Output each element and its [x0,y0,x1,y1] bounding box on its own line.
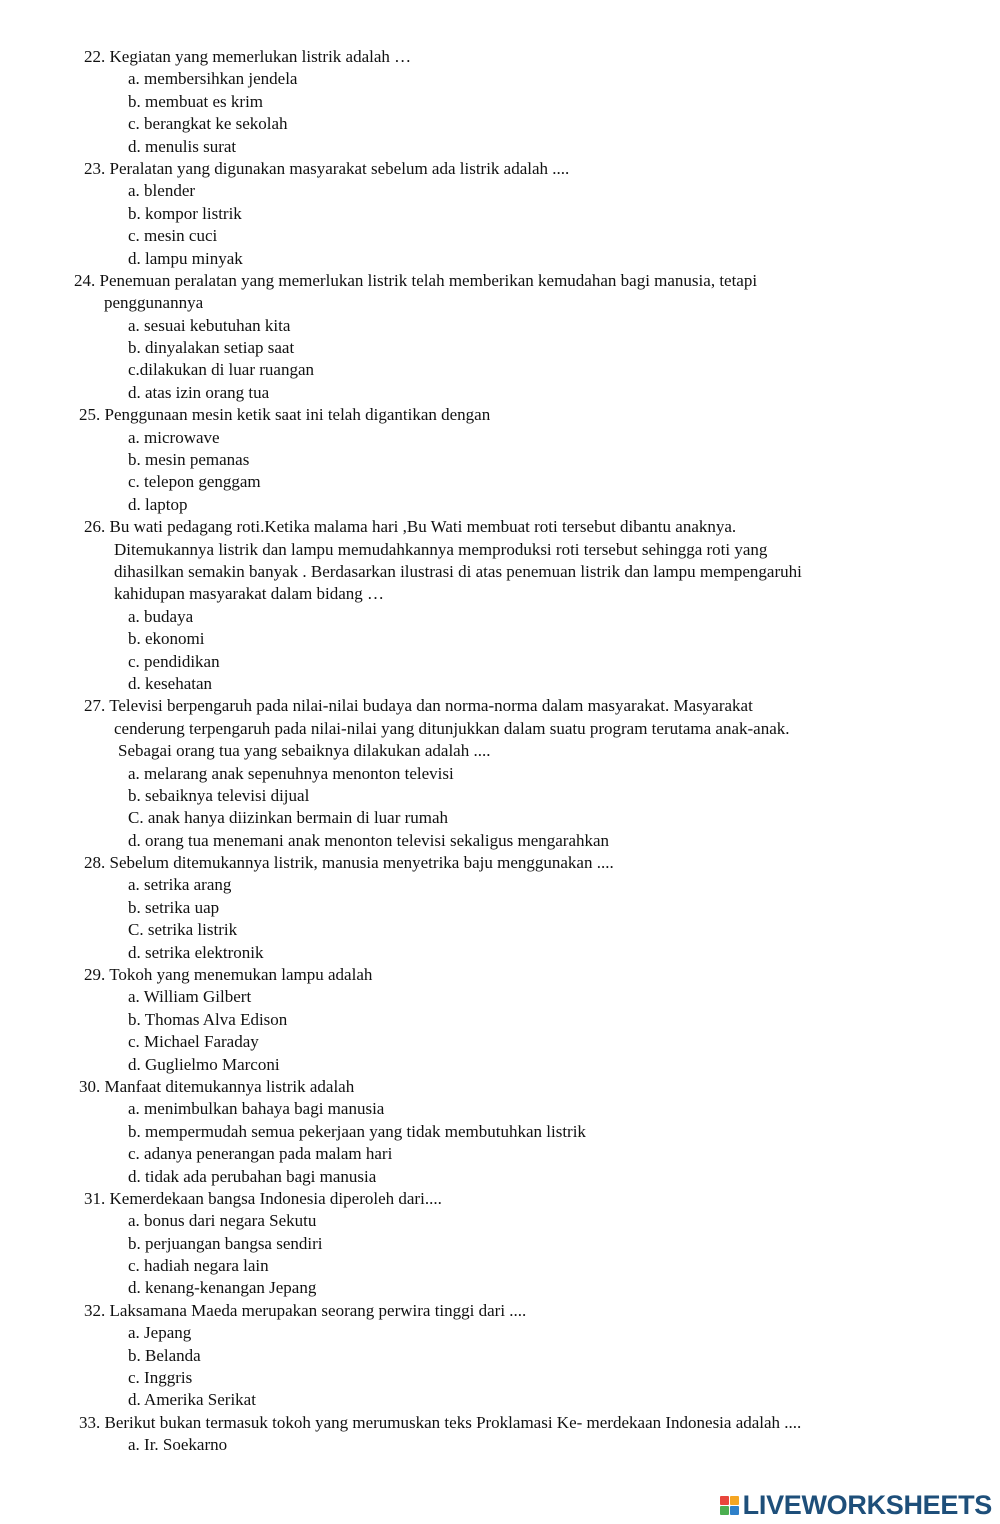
logo-square-3 [720,1506,729,1515]
answer-option: b. setrika uap [128,897,220,917]
logo-square-4 [730,1506,739,1515]
answer-option: C. anak hanya diizinkan bermain di luar rumah [128,808,449,828]
question-text: 30. Manfaat ditemukannya listrik adalah [79,1076,355,1096]
question-text-continued: Ditemukannya listrik dan lampu memudahkannya memproduksi roti tersebut sehingga roti yang [114,539,768,559]
answer-option: d. orang tua menemani anak menonton televisi sekaligus mengarahkan [128,830,610,850]
question-text: 33. Berikut bukan termasuk tokoh yang merumuskan teks Proklamasi Ke- merdekaan Indonesia adalah .... [79,1412,802,1432]
answer-option: c. Michael Faraday [128,1032,259,1052]
answer-option: c. pendidikan [128,651,220,671]
answer-option: b. membuat es krim [128,91,264,111]
answer-option: d. menulis surat [128,136,237,156]
liveworksheets-footer[interactable] [720,1488,992,1522]
question-text-continued: Sebagai orang tua yang sebaiknya dilakukan adalah .... [118,741,491,761]
answer-option: a. membersihkan jendela [128,69,298,89]
answer-option: c. telepon genggam [128,472,261,492]
answer-option: a. William Gilbert [128,987,252,1007]
logo-square-2 [730,1496,739,1505]
question-text: 28. Sebelum ditemukannya listrik, manusia menyetrika baju menggunakan .... [84,853,614,873]
worksheet [0,46,1000,1457]
liveworksheets-logo-icon [720,1496,739,1515]
answer-option: a. budaya [128,606,194,626]
question-text: 29. Tokoh yang menemukan lampu adalah [84,965,373,985]
answer-option: b. Belanda [128,1345,201,1365]
answer-option: b. kompor listrik [128,203,242,223]
answer-option: d. tidak ada perubahan bagi manusia [128,1166,377,1186]
question-text-continued: cenderung terpengaruh pada nilai-nilai yang ditunjukkan dalam suatu program terutama anak-anak. [114,718,790,738]
answer-option: b. dinyalakan setiap saat [128,338,295,358]
answer-option: d. laptop [128,494,188,514]
answer-option: d. kesehatan [128,673,213,693]
answer-option: a. Jepang [128,1323,192,1343]
question-text-continued: kahidupan masyarakat dalam bidang … [114,584,385,604]
question-text: 24. Penemuan peralatan yang memerlukan listrik telah memberikan kemudahan bagi manusia, tetapi [74,270,758,290]
answer-option: b. mempermudah semua pekerjaan yang tidak membutuhkan listrik [128,1121,586,1141]
question-text: 32. Laksamana Maeda merupakan seorang perwira tinggi dari .... [84,1300,527,1320]
answer-option: a. bonus dari negara Sekutu [128,1211,317,1231]
answer-option: d. atas izin orang tua [128,382,270,402]
question-text: 23. Peralatan yang digunakan masyarakat sebelum ada listrik adalah .... [84,158,570,178]
answer-option: d. Amerika Serikat [128,1390,256,1410]
answer-option: c.dilakukan di luar ruangan [128,360,314,380]
answer-option: b. ekonomi [128,629,205,649]
answer-option: b. sebaiknya televisi dijual [128,785,310,805]
logo-square-1 [720,1496,729,1505]
question-text: 26. Bu wati pedagang roti.Ketika malama hari ,Bu Wati membuat roti tersebut dibantu anaknya. [84,517,737,537]
answer-option: a. microwave [128,427,220,447]
answer-option: a. setrika arang [128,875,232,895]
answer-option: d. setrika elektronik [128,942,264,962]
answer-option: a. sesuai kebutuhan kita [128,315,291,335]
answer-option: a. blender [128,181,196,201]
brand-name: LIVEWORKSHEETS [742,1489,992,1520]
answer-option: c. adanya penerangan pada malam hari [128,1144,393,1164]
answer-option: d. lampu minyak [128,248,243,268]
answer-option: d. kenang-kenangan Jepang [128,1278,317,1298]
question-text-continued: penggunannya [104,293,204,313]
question-text: 27. Televisi berpengaruh pada nilai-nilai budaya dan norma-norma dalam masyarakat. Masyarakat [84,696,753,716]
question-text-continued: dihasilkan semakin banyak . Berdasarkan ilustrasi di atas penemuan listrik dan lampu mempengaruhi [114,561,802,581]
question-text: 31. Kemerdekaan bangsa Indonesia diperoleh dari.... [84,1188,442,1208]
answer-option: c. berangkat ke sekolah [128,114,288,134]
answer-option: b. mesin pemanas [128,450,250,470]
answer-option: d. Guglielmo Marconi [128,1054,280,1074]
answer-option: b. Thomas Alva Edison [128,1009,288,1029]
answer-option: C. setrika listrik [128,920,238,940]
answer-option: c. Inggris [128,1368,193,1388]
question-text: 22. Kegiatan yang memerlukan listrik adalah … [84,47,412,66]
answer-option: a. Ir. Soekarno [128,1435,228,1455]
answer-option: b. perjuangan bangsa sendiri [128,1233,323,1253]
answer-option: c. mesin cuci [128,226,218,246]
answer-option: c. hadiah negara lain [128,1256,269,1276]
question-text: 25. Penggunaan mesin ketik saat ini telah digantikan dengan [79,405,491,425]
answer-option: a. menimbulkan bahaya bagi manusia [128,1099,385,1119]
answer-option: a. melarang anak sepenuhnya menonton televisi [128,763,454,783]
